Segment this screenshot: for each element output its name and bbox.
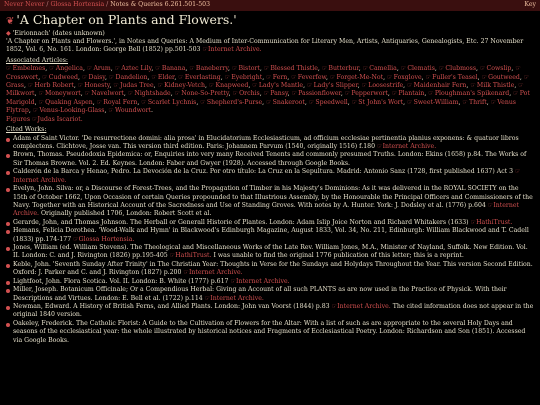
article-link-icon: ☞ [361,82,368,90]
article-link-icon: ☞ [470,82,476,90]
article-link-icon: ☞ [407,98,413,106]
article-link-icon: ☞ [155,65,161,73]
article-link-icon: ☞ [523,73,530,81]
associated-article-link[interactable]: ☞Arum [86,65,111,73]
key-link[interactable]: Key [524,1,536,9]
figure-link[interactable]: Judas Iscariot. [37,115,83,123]
associated-article-link[interactable]: ☞Pot Marigold [6,90,530,106]
cited-work-source-link[interactable]: ☞HathiTrust. [169,252,212,260]
associated-article-link[interactable]: ☞Baneberry [189,65,228,73]
article-link-icon: ☞ [263,90,270,98]
article-link-icon: ☞ [490,98,497,106]
associated-article-link[interactable]: ☞Orchis [232,90,260,98]
associated-article-link[interactable]: ☞Foxglove [387,73,422,81]
article-link-icon: ☞ [266,73,272,81]
associated-article-link[interactable]: ☞Milkwort [6,82,524,98]
article-link-icon: ☞ [38,98,45,106]
article-link-icon: ☞ [329,73,336,81]
cited-work-source-link[interactable]: ☞Internet Archive. [230,277,290,285]
breadcrumb-current: Notes & Queries 6.261.501-503 [110,1,211,9]
article-link-icon: ☞ [252,82,258,90]
article-link-icon: ☞ [513,90,519,98]
article-link-icon: ☞ [308,98,315,106]
cited-work-source-link[interactable]: ☞HathiTrust. [470,218,513,226]
associated-article-link[interactable]: ☞Kidney-Vetch [157,82,205,90]
article-link-icon: ☞ [86,65,93,73]
associated-article-link[interactable]: ☞Cudweed [42,73,78,81]
cited-work-source-link[interactable]: ☞Glossa Hortensia. [73,235,135,243]
article-link-icon: ☞ [391,90,398,98]
link-icon: ☞ [202,46,209,54]
article-link-icon: ☞ [151,73,157,81]
article-link-icon: ☞ [462,98,468,106]
article-link-icon: ☞ [438,65,445,73]
cited-work-source-link[interactable]: ☞Internet Archive. [204,294,264,302]
article-link-icon: ☞ [351,98,358,106]
associated-article-link[interactable]: ☞Herb Robert [27,82,74,90]
cited-work-item: Gerarde, John, and Thomas Johnson. The Herball or Generall Historie of Plantes. London: Adam Islip Joice Norton and Richard Whitakers (1633) ☞HathiTrust. [6,219,534,227]
article-link-icon: ☞ [400,65,407,73]
article-link-icon: ☞ [428,90,434,98]
cited-work-source-link[interactable]: ☞Internet Archive. [13,201,520,218]
cited-work-item: Brown, Thomas. Pseudodoxia Epidemica: or, Enquiries into very many Received Tenents and commonly presumed Truths. London: Ekins (1658) p.84. The Works of Sir Thomas Browne. Vol. 2. Ed. Keynes. London: Faber and Gwyer (1928). Accessed through Google Books. [6,151,534,168]
associated-article-link[interactable]: ☞Blessed Thistle [263,65,318,73]
citation-archive-link[interactable]: ☞Internet Archive. [202,46,262,54]
article-link-icon: ☞ [27,82,34,90]
figures-label[interactable]: Figures [6,115,31,123]
cited-work-source-link[interactable]: ☞Internet Archive. [13,168,521,184]
associated-article-link[interactable]: ☞Pepperwort [344,90,388,98]
associated-article-link[interactable]: ☞Plantain [391,90,425,98]
associated-article-link[interactable]: ☞Nightshade [127,90,171,98]
associated-article-link[interactable]: ☞Daisy [81,73,105,81]
associated-article-link[interactable]: ☞Dandelion [108,73,148,81]
cited-work-source-link[interactable]: ☞Internet Archive. [331,303,391,310]
article-link-icon: ☞ [479,65,486,73]
associated-article-link[interactable]: ☞Eyebright [224,73,263,81]
source-link-icon: ☞ [515,168,521,176]
page-title: ❦ 'A Chapter on Plants and Flowers.' [6,12,237,27]
associated-articles-list: ☞Embelmes, ☞Angelica, ☞Arum, ☞Aztec Lily, ☞Banana, ☞Baneberry, ☞Bistort, ☞Blessed Thistle, ☞Butterbur, ☞Camellia, ☞Clematis, ☞Clubmoss, ☞Cowslip, ☞Crosswort, ☞Cudweed, ☞Daisy, ☞Dandelion, ☞Elder, ☞Everlasting, ☞Eyebright, ☞Fern, ☞Feverfew, ☞Forget-Me-Not, ☞Foxglove, ☞Fuller's Teasel, ☞Goutweed, ☞Grass, ☞Herb Robert, ☞Honesty, ☞Judas Tree, ☞Kidney-Vetch, ☞Knapweed, ☞Lady's Mantle, ☞Lady's Slipper, ☞Loosestrife, ☞Maidenhair Fern, ☞Milk Thistle, ☞Milkwort, ☞Moneywort, ☞Navelwort, ☞Nightshade, ☞None-So-Pretty, ☞Orchis, ☞Pansy, ☞Passionflower, ☞Pepperwort, ☞Plantain, ☞Ploughman's Spikenard, ☞Pot Marigold, ☞Quaking Aspen, ☞Royal Fern, ☞Scarlet Lychnis, ☞Shepherd's-Purse, ☞Snakeroot, ☞Speedwell, ☞St John's Wort, ☞Sweet-William, ☞Thrift, ☞Venus Flytrap, ☞Venus-Looking-Glass, ☞Woundwort. [6,65,530,115]
associated-article-link[interactable]: ☞Angelica [49,65,83,73]
article-link-icon: ☞ [49,65,55,73]
associated-article-link[interactable]: ☞None-So-Pretty [174,90,229,98]
associated-article-link[interactable]: ☞Lady's Slipper [307,82,358,90]
top-navigation-bar [0,0,540,11]
associated-article-link[interactable]: ☞Scarlet Lychnis [141,98,197,106]
article-link-icon: ☞ [77,82,84,90]
source-link-icon: ☞ [230,277,237,285]
article-link-icon: ☞ [178,73,184,81]
associated-articles-heading: Associated Articles: [6,56,69,64]
cited-work-item: Newman, Edward. A History of British Ferns, and Allied Plants. London: John van Voorst (1844) p.83 ☞Internet Archive. The cited information does not appear in the original 1840 version. [6,303,534,320]
article-link-icon: ☞ [114,65,121,73]
associated-article-link[interactable]: ☞Everlasting [178,73,221,81]
article-link-icon: ☞ [141,98,147,106]
cited-work-item: Adam of Saint Victor. 'De resurrectione domini: alia prosa' in Elucidatorium Ecclesiasticum, ad officium ecclesiae pertinentia planius exponens: & quatuor libros complectens. Clichtove, Josse van. This version third edition. Paris: Johannem Parvum (1540, originally 1516) f.180 ☞Internet Archive. [6,135,534,152]
article-link-icon: ☞ [84,90,91,98]
associated-article-link[interactable]: ☞Forget-Me-Not [329,73,384,81]
article-link-icon: ☞ [518,82,524,90]
cited-work-source-link[interactable]: ☞Internet Archive. [377,142,437,150]
associated-article-link[interactable]: ☞Shepherd's-Purse [200,98,263,106]
cited-work-item: Jones, William (ed. William Stevens). The Theological and Miscellaneous Works of the Late Rev. William Jones, M.A., Minister of Nayland, Suffolk. New Edition. Vol. II. London: C. and J. Rivington (1826) pp.195-405 ☞HathiTrust. I was unable to find the original 1776 publication of this letter; this is a reprint. [6,244,534,261]
associated-article-link[interactable]: ☞Crosswort [6,65,521,81]
associated-article-link[interactable]: ☞Speedwell [308,98,348,106]
associated-article-link[interactable]: ☞Embelmes [6,65,46,73]
article-link-icon: ☞ [515,65,521,73]
author-descriptor: ◆ 'Eirionnach' (dates unknown) [6,29,105,37]
cited-work-item: Evelyn, John. Silva: or, a Discourse of Forest-Trees, and the Propagation of Timber in his Majesty's Dominions: As it was delivered in the ROYAL SOCIETY on the 15th of October 1662, Upon Occasion of certain Queries propounded to that Illustrious Assembly, by the Honourable the Principal Officers and Commissioners of the Navy. Together with an Historical Account of the Sacredness and Use of Standing Groves. With notes by A. Hunter. York: J. Dodsley et al. (1776) p.604 ☞Internet Archive. Originally published 1706, London: Robert Scott et al. [6,185,534,219]
article-link-icon: ☞ [224,73,231,81]
associated-article-link[interactable]: ☞Lady's Mantle [252,82,304,90]
article-link-icon: ☞ [321,65,328,73]
breadcrumb-section-link[interactable]: Glossa Hortensia [50,1,105,9]
article-link-icon: ☞ [263,65,270,73]
associated-article-link[interactable]: ☞Camellia [362,65,397,73]
cited-work-item: Keble, John. 'Seventh Sunday After Trinity' in The Christian Year: Thoughts in Verse for the Sundays and Holydays Throughout the Year. This version Second Edition. Oxford: J. Parker and C. and J. Rivington (1827) p.200 ☞Internet Archive. [6,261,534,278]
source-link-icon: ☞ [331,303,338,310]
associated-article-link[interactable]: ☞Judas Tree [113,82,154,90]
associated-article-link[interactable]: ☞Snakeroot [266,98,305,106]
cited-works-list [6,135,534,346]
associated-article-link[interactable]: ☞Woundwort [108,107,152,115]
article-link-icon: ☞ [108,107,114,115]
article-link-icon: ☞ [425,73,432,81]
source-link-icon: ☞ [169,252,176,260]
associated-article-link[interactable]: ☞Clubmoss [438,65,477,73]
breadcrumb [4,1,524,9]
associated-article-link[interactable]: ☞Cowslip [479,65,512,73]
associated-article-link[interactable]: ☞Passionflower [291,90,341,98]
associated-article-link[interactable]: ☞Knapweed [208,82,249,90]
associated-article-link[interactable]: ☞Moneywort [38,90,81,98]
associated-article-link[interactable]: ☞Ploughman's Spikenard [428,90,510,98]
main-content [0,12,540,345]
associated-article-link[interactable]: ☞Grass [6,73,530,90]
article-link-icon: ☞ [208,82,215,90]
breadcrumb-home-link[interactable]: Never Never [4,1,45,9]
cited-works-heading: Cited Works: [6,126,47,134]
article-link-icon: ☞ [113,82,119,90]
article-link-icon: ☞ [362,65,369,73]
source-link-icon: ☞ [377,142,383,150]
article-link-icon: ☞ [6,65,12,73]
cited-work-item: Calderón de la Barca y Henao, Pedro. La Devoción de la Cruz. Por otro título: La Cruz en la Sepultura. Madrid: Antonio Sanz (1728, first published 1637) Act 3 ☞Internet Archive. [6,168,534,185]
associated-article-link[interactable]: ☞Banana [155,65,186,73]
associated-article-link[interactable]: ☞Aztec Lily [114,65,152,73]
associated-article-link[interactable]: ☞Milk Thistle [470,82,515,90]
associated-article-link[interactable]: ☞Honesty [77,82,110,90]
breadcrumb-separator: / [106,1,109,9]
article-link-icon: ☞ [38,90,45,98]
article-link-icon: ☞ [157,82,164,90]
article-link-icon: ☞ [127,90,134,98]
associated-article-link[interactable]: ☞Thrift [462,98,487,106]
article-link-icon: ☞ [344,90,351,98]
figure-icon: ☞ [31,115,38,123]
diamond-icon: ◆ [6,29,11,37]
cited-work-item: Oakeley, Frederick. The Catholic Florist: A Guide to the Cultivation of Flowers for the Altar: With a list of such as are appropriate to the several Holy Days and seasons of the ecclesiastical year: the whole illustrated by historical notices and Fragments of Ecclesiastical Poetry. London: Richardson and Son (1851). Accessed via Google Books. [6,320,534,345]
article-link-icon: ☞ [174,90,181,98]
associated-article-link[interactable]: ☞Venus-Looking-Glass [32,107,105,115]
article-link-icon: ☞ [307,82,313,90]
source-link-icon: ☞ [470,218,477,226]
associated-article-link[interactable]: ☞Butterbur [321,65,359,73]
article-link-icon: ☞ [291,73,297,81]
article-link-icon: ☞ [42,73,48,81]
leaf-icon: ❦ [6,16,15,27]
article-link-icon: ☞ [232,90,239,98]
associated-article-link[interactable]: ☞Loosestrife [361,82,404,90]
associated-article-link[interactable]: ☞Elder [151,73,175,81]
citation: 'A Chapter on Plants and Flowers.', in Notes and Queries: A Medium of Inter-Communication for Literary Men, Artists, Antiquaries, Genealogists, Etc. 27 November 1852, Vol. 6, No. 161. London: George Bell (1852) pp.501-503 ☞Internet Archive. [6,37,524,54]
associated-article-link[interactable]: ☞Royal Fern [96,98,138,106]
source-link-icon: ☞ [183,269,189,277]
associated-article-link[interactable]: ☞Bistort [231,65,260,73]
cited-work-item: Lightfoot, John. Flora Scotica. Vol. II. London: B. White (1777) p.617 ☞Internet Archive. [6,278,534,286]
source-link-icon: ☞ [73,235,79,243]
associated-article-link[interactable]: ☞Goutweed [481,73,520,81]
article-link-icon: ☞ [291,90,298,98]
article-link-icon: ☞ [266,98,272,106]
article-link-icon: ☞ [108,73,115,81]
article-link-icon: ☞ [189,65,195,73]
article-link-icon: ☞ [407,82,413,90]
article-link-icon: ☞ [32,107,39,115]
article-link-icon: ☞ [81,73,88,81]
associated-article-link[interactable]: ☞Feverfew [291,73,327,81]
cited-work-source-link[interactable]: ☞Internet Archive. [183,269,243,277]
associated-article-link[interactable]: ☞Fuller's Teasel [425,73,478,81]
associated-article-link[interactable]: ☞Navelwort [84,90,124,98]
associated-article-link[interactable]: ☞Clematis [400,65,435,73]
figures-line [6,116,534,124]
associated-article-link[interactable]: ☞Fern [266,73,288,81]
article-link-icon: ☞ [387,73,393,81]
breadcrumb-separator: / [46,1,49,9]
associated-article-link[interactable]: ☞Pansy [263,90,288,98]
article-link-icon: ☞ [96,98,103,106]
associated-article-link[interactable]: ☞St John's Wort [351,98,404,106]
associated-article-link[interactable]: ☞Quaking Aspen [38,98,93,106]
cited-work-item: Hemans, Felicia Dorothea. 'Wood-Walk and Hymn' in Blackwood's Edinburgh Magazine, August 1833, Vol. 34, No. 211, Edinburgh: William Blackwood and T. Cadell (1833) pp.174-177 ☞Glossa Hortensia. [6,227,534,244]
article-link-icon: ☞ [481,73,488,81]
article-link-icon: ☞ [231,65,238,73]
cited-work-item: Miller, Joseph. Botanicum Officinale; Or a Compendious Herbal: Giving an Account of all such PLANTS as are now used in the Practice of Physick. With their Descriptions and Virtues. London: E. Bell et al. (1722) p.114 ☞Internet Archive. [6,286,534,303]
source-link-icon: ☞ [487,201,494,209]
article-link-icon: ☞ [200,98,206,106]
associated-article-link[interactable]: ☞Sweet-William [407,98,459,106]
source-link-icon: ☞ [204,294,211,302]
associated-article-link[interactable]: ☞Venus Flytrap [6,98,516,115]
associated-article-link[interactable]: ☞Maidenhair Fern [407,82,467,90]
